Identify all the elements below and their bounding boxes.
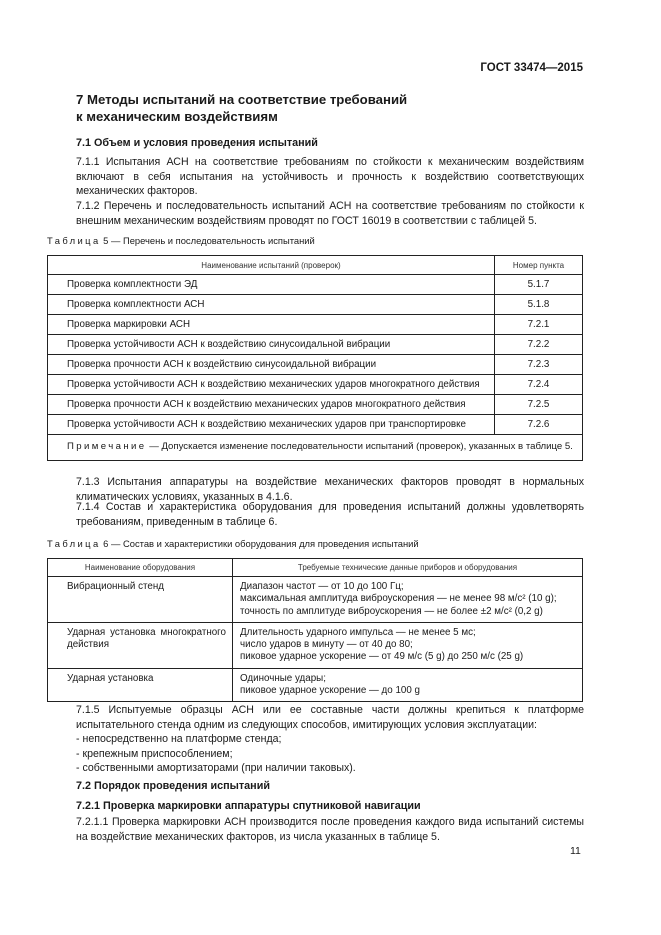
list-item: - непосредственно на платформе стенда; xyxy=(76,733,282,745)
paragraph-7-1-1-text: 7.1.1 Испытания АСН на соответствие требованиям по стойкости к механическим воздействиям включают в себя испытания на устойчивость и прочность к воздействию соответствующих механических факторов. xyxy=(76,156,584,197)
section-title-line-2: к механическим воздействиям xyxy=(76,108,278,124)
subsection-7-2-heading: 7.2 Порядок проведения испытаний xyxy=(76,780,270,792)
test-name-cell: Проверка комплектности АСН xyxy=(48,295,495,315)
requirement-line: Длительность ударного импульса — не менее 5 мс; xyxy=(240,626,476,638)
requirement-line: Диапазон частот — от 10 до 100 Гц; xyxy=(240,581,404,592)
table-row xyxy=(48,295,583,315)
paragraph-7-2-1-1-text: 7.2.1.1 Проверка маркировки АСН производится после проведения каждого вида испытаний системы на воздействие механических факторов, из числа указанных в таблице 5. xyxy=(76,816,584,843)
table-5 xyxy=(47,255,583,461)
subsection-7-2-1-heading: 7.2.1 Проверка маркировки аппаратуры спутниковой навигации xyxy=(76,800,421,812)
table-6-caption-text: 6 — Состав и характеристики оборудования для проведения испытаний xyxy=(103,538,419,549)
table-5-note-text: — Допускается изменение последовательности испытаний (проверок), указанных в таблице 5. xyxy=(146,441,573,453)
requirement-line: точность по амплитуде виброускорения — не более ±2 м/с² (0,2 g) xyxy=(240,605,543,617)
table-row xyxy=(48,335,583,355)
clause-number-cell: 7.2.3 xyxy=(495,355,583,375)
table-6-caption xyxy=(47,538,419,549)
table-5-caption xyxy=(47,235,315,246)
table-6-col-name: Наименование оборудования xyxy=(48,559,233,577)
clause-number-cell: 7.2.1 xyxy=(495,315,583,335)
table-row xyxy=(48,622,583,668)
table-row xyxy=(48,668,583,702)
paragraph-7-1-2-text: 7.1.2 Перечень и последовательность испытаний АСН на соответствие требованиям по стойкости к внешним механическим воздействиям проводят по ГОСТ 16019 в соответствии с таблицей 5. xyxy=(76,200,584,227)
equipment-name-cell: Ударная установка многократного действия xyxy=(48,622,233,668)
paragraph-7-2-1-1 xyxy=(76,815,584,844)
paragraph-7-1-5 xyxy=(76,703,584,732)
clause-number-cell: 7.2.2 xyxy=(495,335,583,355)
table-5-caption-word: Таблица xyxy=(47,235,101,246)
requirements-cell xyxy=(233,622,583,668)
table-row xyxy=(48,415,583,435)
requirement-line: максимальная амплитуда виброускорения — не менее 98 м/с² (10 g); xyxy=(240,593,557,605)
table-row xyxy=(48,355,583,375)
table-5-note xyxy=(48,435,583,461)
clause-number-cell: 5.1.8 xyxy=(495,295,583,315)
requirement-line: пиковое ударное ускорение — до 100 g xyxy=(240,685,420,697)
clause-number-cell: 7.2.4 xyxy=(495,375,583,395)
table-5-header xyxy=(48,256,583,275)
requirements-cell xyxy=(233,668,583,702)
subsection-7-1-heading: 7.1 Объем и условия проведения испытаний xyxy=(76,137,318,149)
equipment-name-cell: Ударная установка xyxy=(48,668,233,702)
list-item: - собственными амортизаторами (при наличии таковых). xyxy=(76,762,356,774)
table-5-note-row xyxy=(48,435,583,461)
paragraph-7-1-4-text: 7.1.4 Состав и характеристика оборудования для проведения испытаний должны удовлетворять требованиям, приведенным в таблице 6. xyxy=(76,501,584,528)
paragraph-7-1-4 xyxy=(76,500,584,529)
paragraph-7-1-5-text: 7.1.5 Испытуемые образцы АСН или ее составные части должны крепиться к платформе испытательного стенда одним из следующих способов, имитирующих условия эксплуатации: xyxy=(76,704,584,731)
section-7-title xyxy=(76,92,496,125)
table-5-caption-text: 5 — Перечень и последовательность испытаний xyxy=(103,235,315,246)
table-row xyxy=(48,275,583,295)
requirement-line: число ударов в минуту — от 40 до 80; xyxy=(240,639,413,651)
table-6-caption-word: Таблица xyxy=(47,538,101,549)
clause-number-cell: 5.1.7 xyxy=(495,275,583,295)
paragraph-7-1-3-text: 7.1.3 Испытания аппаратуры на воздействие механических факторов проводят в нормальных климатических условиях, указанных в 4.1.6. xyxy=(76,476,584,503)
table-6-header xyxy=(48,559,583,577)
list-item: - крепежным приспособлением; xyxy=(76,747,233,760)
section-title-line-1: 7 Методы испытаний на соответствие требований xyxy=(76,92,408,107)
table-row xyxy=(48,395,583,415)
table-row xyxy=(48,577,583,623)
paragraph-7-1-2 xyxy=(76,199,584,228)
table-row xyxy=(48,315,583,335)
paragraph-7-1-1 xyxy=(76,155,584,199)
test-name-cell: Проверка прочности АСН к воздействию синусоидальной вибрации xyxy=(48,355,495,375)
table-6-col-requirements: Требуемые технические данные приборов и оборудования xyxy=(233,559,583,577)
test-name-cell: Проверка устойчивости АСН к воздействию механических ударов многократного действия xyxy=(48,375,495,395)
requirement-line: пиковое ударное ускорение — от 49 м/с (5 g) до 250 м/с (25 g) xyxy=(240,651,524,663)
table-row xyxy=(48,375,583,395)
clause-number-cell: 7.2.5 xyxy=(495,395,583,415)
equipment-name-cell: Вибрационный стенд xyxy=(48,577,233,623)
mounting-list xyxy=(76,732,356,776)
test-name-cell: Проверка комплектности ЭД xyxy=(48,275,495,295)
standard-number: ГОСТ 33474—2015 xyxy=(480,62,583,74)
page-number: 11 xyxy=(570,845,581,857)
test-name-cell: Проверка устойчивости АСН к воздействию синусоидальной вибрации xyxy=(48,335,495,355)
requirement-line: Одиночные удары; xyxy=(240,672,326,684)
clause-number-cell: 7.2.6 xyxy=(495,415,583,435)
table-5-col-name: Наименование испытаний (проверок) xyxy=(48,256,495,275)
table-5-col-number: Номер пункта xyxy=(495,256,583,275)
table-6 xyxy=(47,558,583,702)
test-name-cell: Проверка прочности АСН к воздействию механических ударов многократного действия xyxy=(48,395,495,415)
table-5-note-word: Примечание xyxy=(67,441,147,453)
test-name-cell: Проверка маркировки АСН xyxy=(48,315,495,335)
test-name-cell: Проверка устойчивости АСН к воздействию механических ударов при транспортировке xyxy=(48,415,495,435)
requirements-cell xyxy=(233,577,583,623)
